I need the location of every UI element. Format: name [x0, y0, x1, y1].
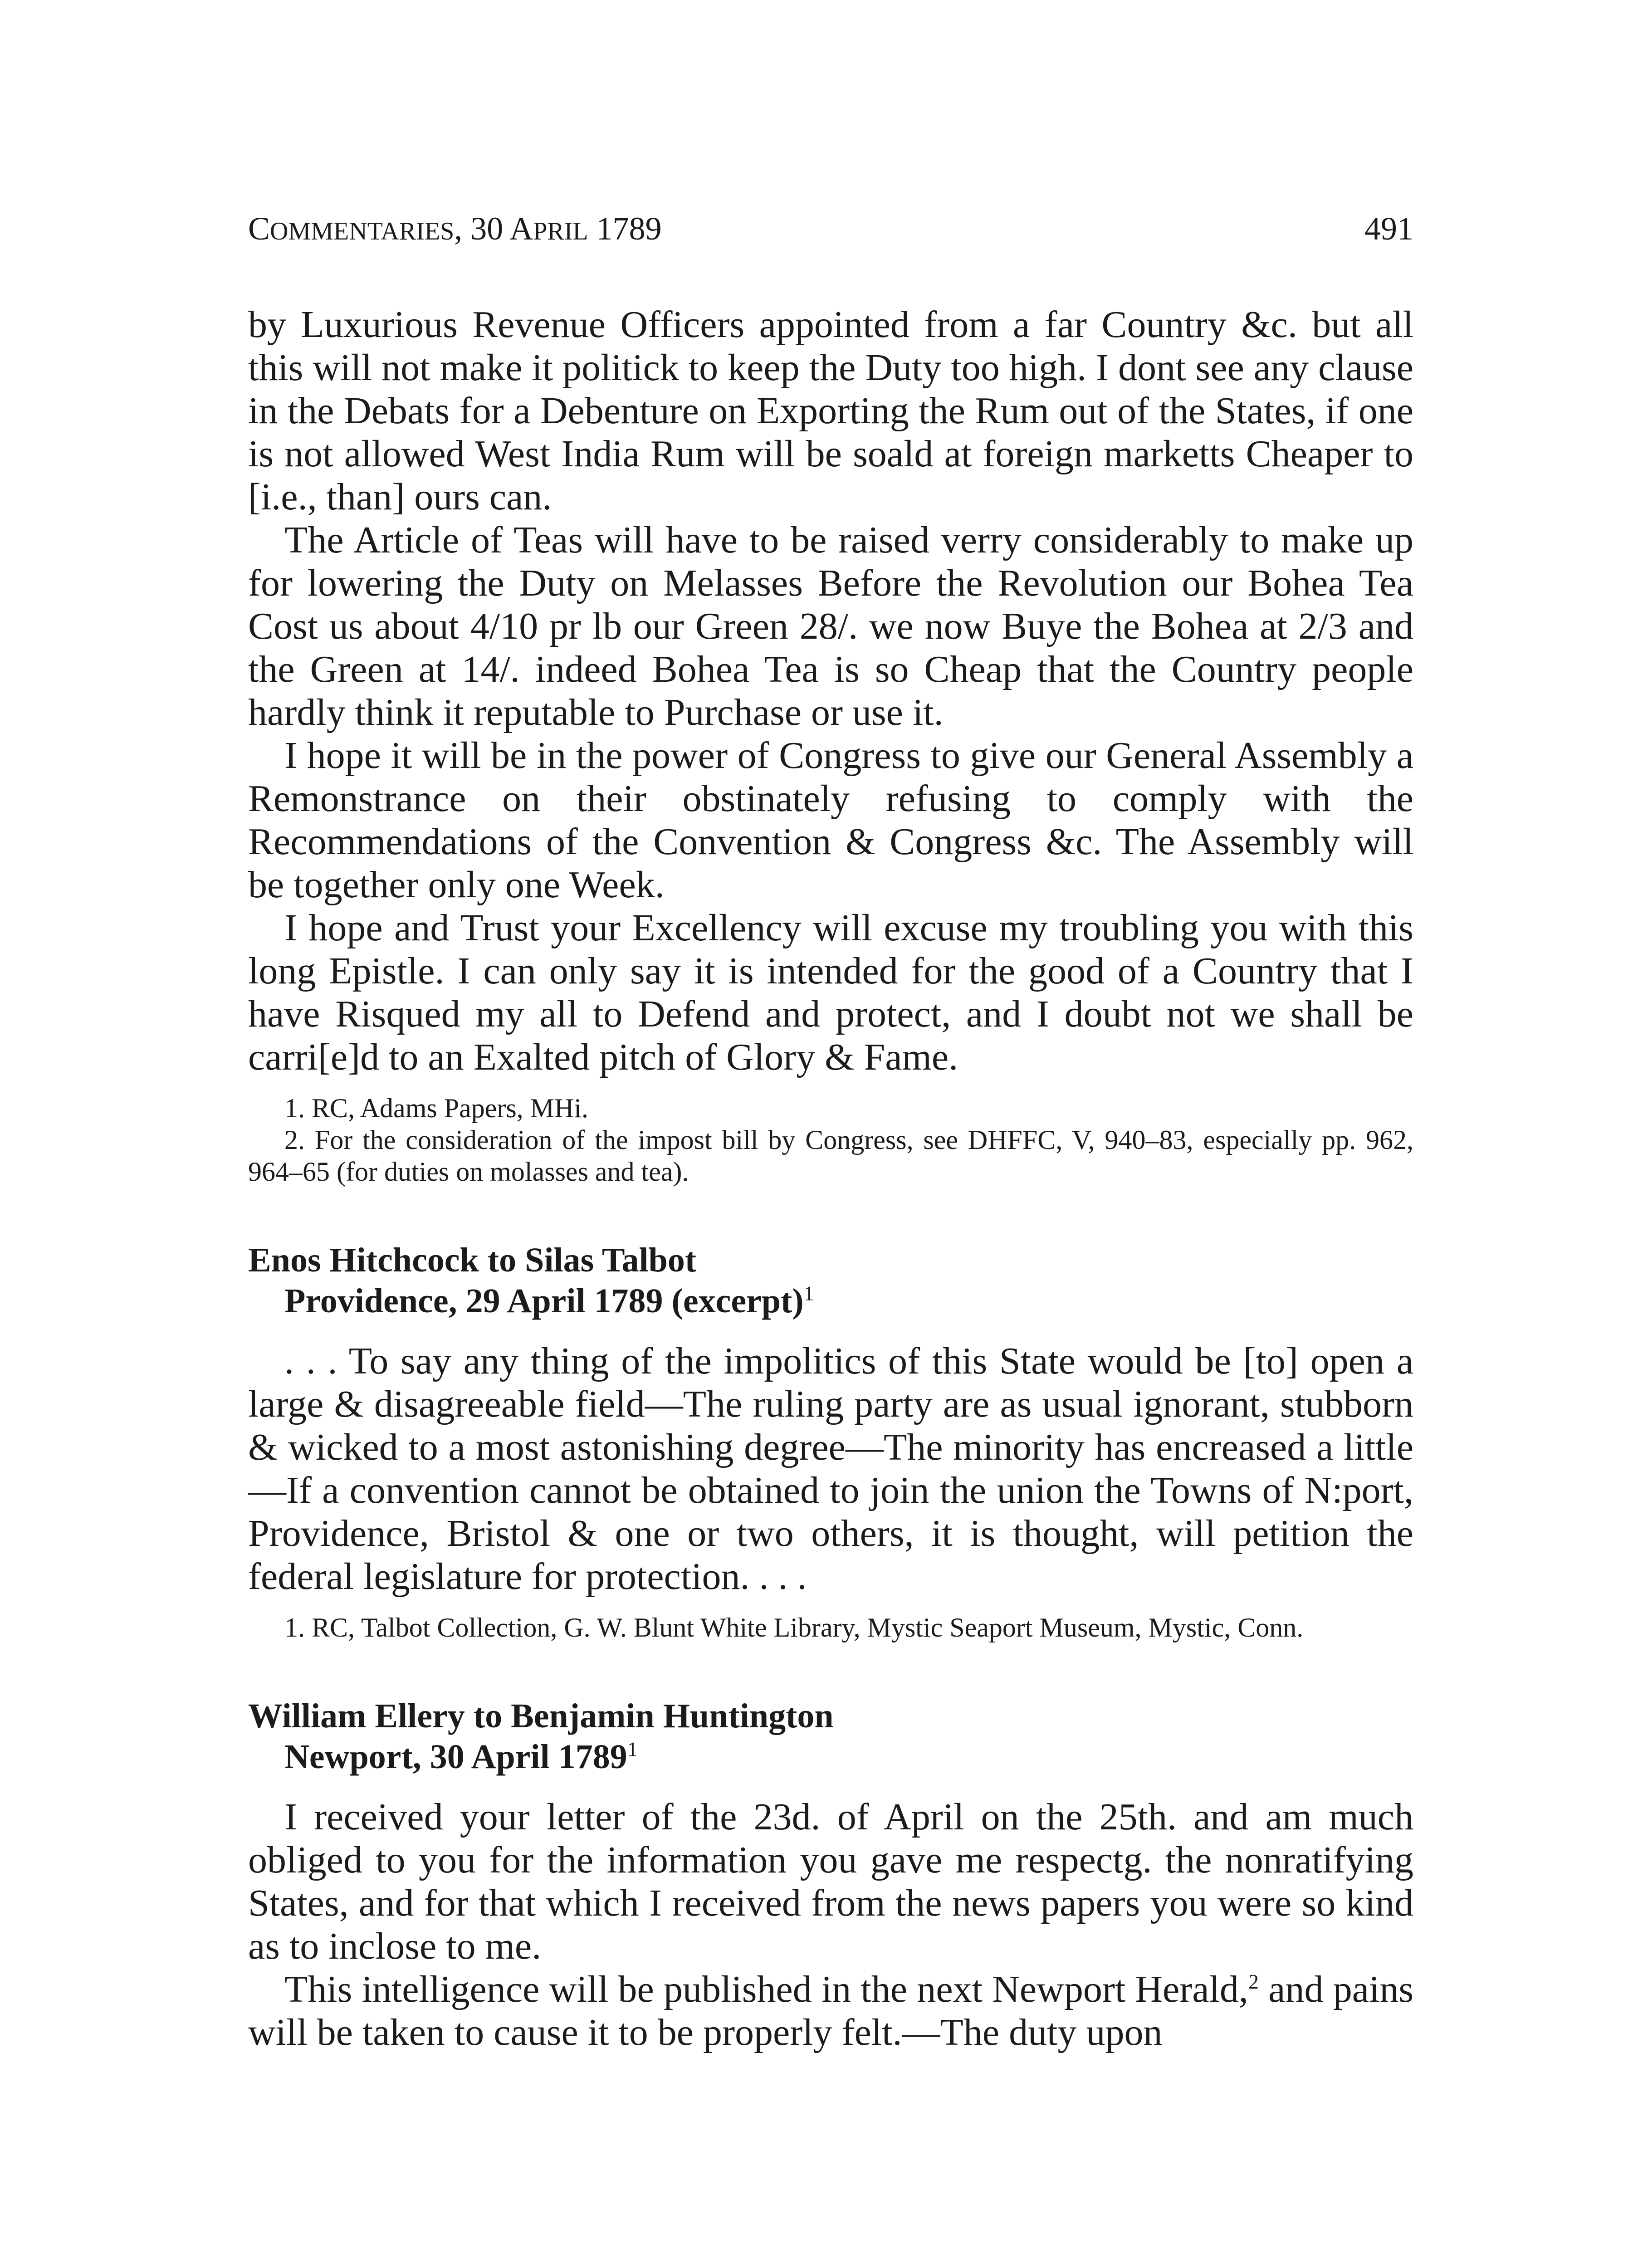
letter-dateline — [248, 1281, 1413, 1321]
running-head-part: OMMENTARIES — [270, 217, 455, 245]
paragraph: The Article of Teas will have to be raised verry considerably to make up for lowering the Duty on Melasses Before the Revolution our Bohea Tea Cost us about 4/10 pr lb our Green 28/. we now Buye the Bohea at 2/3 and the Green at 14/. indeed Bohea Tea is so Cheap that the Country people hardly think it reputable to Purchase or use it. — [248, 519, 1413, 733]
running-head — [248, 212, 1413, 245]
paragraph — [248, 1968, 1413, 2054]
running-head-part: C — [248, 210, 270, 247]
footnote: 2. For the consideration of the impost bill by Congress, see DHFFC, V, 940–83, especially pp. 962, 964–65 (for duties on molasses and tea). — [248, 1125, 1413, 1187]
paragraph: . . . To say any thing of the impolitics of this State would be [to] open a large & disagreeable field—The ruling party are as usual ignorant, stubborn & wicked to a most astonishing degree—The minority has encreased a little—If a convention cannot be obtained to join the union the Towns of N:port, Providence, Bristol & one or two others, it is thought, will petition the federal legislature for protection. . . . — [248, 1340, 1413, 1598]
running-head-part: PRIL — [533, 217, 588, 245]
page-number: 491 — [1364, 210, 1413, 247]
paragraph-text: This intelligence will be published in the next Newport Herald, — [284, 1968, 1248, 2010]
note-ref: 2 — [1248, 1970, 1259, 1993]
letter-heading: William Ellery to Benjamin Huntington — [248, 1697, 834, 1735]
footnotes — [248, 1092, 1413, 1188]
paragraph: by Luxurious Revenue Officers appointed from a far Country &c. but all this will not make it politick to keep the Duty too high. I dont see any clause in the Debats for a Debenture on Exporting the Rum out of the States, if one is not allowed West India Rum will be soald at foreign marketts Cheaper to [i.e., than] ours can. — [248, 303, 1413, 518]
running-head-part: , 30 A — [454, 210, 533, 247]
letter-dateline — [248, 1736, 1413, 1777]
note-ref: 1 — [803, 1281, 814, 1305]
paragraph-text: and pains will be taken to cause it to be properly felt.—The duty upon — [248, 1968, 1414, 2053]
letter-ellery-huntington — [248, 1696, 1413, 2054]
running-head-title — [248, 212, 662, 245]
paragraph: I received your letter of the 23d. of April on the 25th. and am much obliged to you for the information you gave me respectg. the nonratifying States, and for that which I received from the news papers you were so kind as to inclose to me. — [248, 1796, 1413, 1967]
dateline-text: Newport, 30 April 1789 — [284, 1738, 627, 1776]
letter-hitchcock-talbot — [248, 1240, 1413, 1643]
footnote: 1. RC, Talbot Collection, G. W. Blunt White Library, Mystic Seaport Museum, Mystic, Conn. — [284, 1613, 1304, 1642]
footnote: 1. RC, Adams Papers, MHi. — [284, 1093, 589, 1123]
note-ref: 1 — [627, 1737, 638, 1761]
dateline-text: Providence, 29 April 1789 (excerpt) — [284, 1282, 804, 1320]
paragraph: I hope it will be in the power of Congress to give our General Assembly a Remonstrance on their obstinately refusing to comply with the Recommendations of the Convention & Congress &c. The Assembly will be together only one Week. — [248, 734, 1413, 906]
footnotes — [248, 1612, 1413, 1643]
running-head-part: 1789 — [588, 210, 662, 247]
body-text — [248, 303, 1413, 2054]
paragraph: I hope and Trust your Excellency will excuse my troubling you with this long Epistle. I can only say it is intended for the good of a Country that I have Risqued my all to Defend and protect, and I doubt not we shall be carri[e]d to an Exalted pitch of Glory & Fame. — [248, 907, 1413, 1078]
letter-heading: Enos Hitchcock to Silas Talbot — [248, 1241, 697, 1279]
letter-continuation — [248, 303, 1413, 1188]
